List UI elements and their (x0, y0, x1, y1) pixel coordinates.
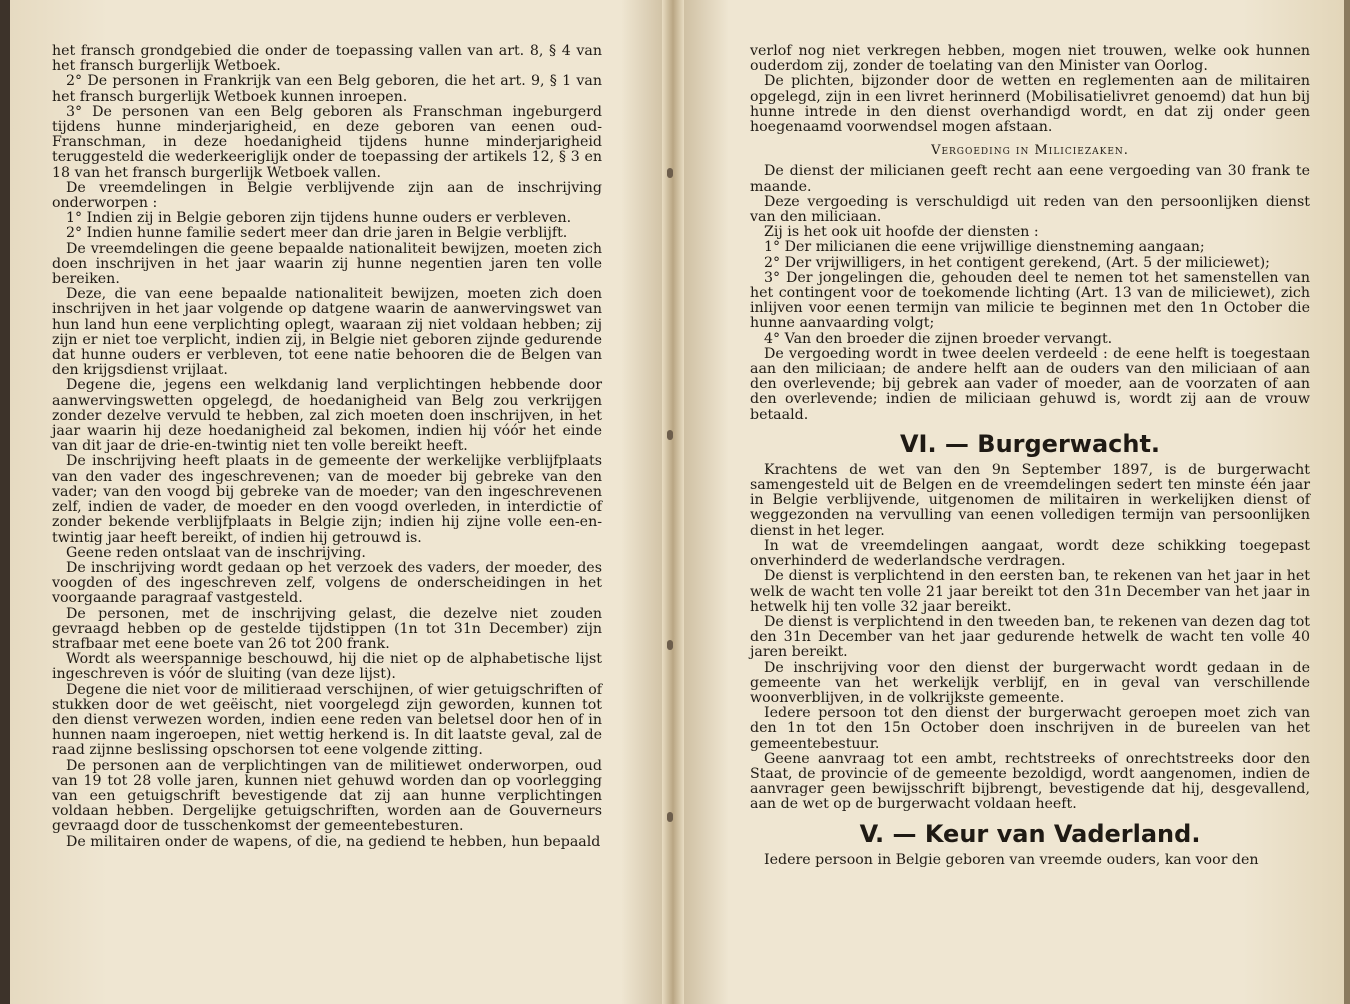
paragraph: 4° Van den broeder die zijnen broeder vervangt. (764, 330, 1113, 347)
paragraph: De personen aan de verplichtingen van de militiewet onderworpen, oud van 19 tot 28 volle jaren, kunnen niet gehuwd worden dan op voorlegging van een getuigschrift bevestigende dat zij aan hunne verplichtingen voldaan hebben. Dergelijke getuigschriften, worden aan de Gouverneurs gevraagd door de tusschenkomst der gemeentebesturen. (52, 757, 602, 835)
left-book-edge (0, 0, 10, 1004)
paragraph: De inschrijving wordt gedaan op het verzoek des vaders, der moeder, des voogden of des ingeschreven zelf, volgens de onderscheidingen in het voorgaande paragraaf vastgesteld. (52, 559, 602, 607)
paragraph: De dienst is verplichtend in den tweeden ban, te rekenen van dezen dag tot den 31n December van het jaar gedurende hetwelk de wacht ten volle 40 jaren bereikt. (750, 613, 1310, 661)
subheading: Vergoeding in Miliciezaken. (931, 143, 1129, 159)
right-book-edge (1344, 0, 1350, 1004)
paragraph: De dienst is verplichtend in den eersten ban, te rekenen van het jaar in het welk de wacht ten volle 21 jaar bereikt tot den 31n December van het jaar in hetwelk hij ten volle 32 jaar bereikt. (750, 568, 1310, 615)
binding-stitch (667, 168, 673, 178)
paragraph: Zij is het ook uit hoofde der diensten : (764, 224, 1039, 241)
left-page (52, 44, 602, 850)
paragraph: Degene die, jegens een welkdanig land verplichtingen hebbende door aanwervingswetten opgelegd, de hoedanigheid van Belg zou verkrijgen zonder dezelve vervuld te hebben, zal zich moeten doen inschrijven, in het jaar waarin hij deze hoedanigheid zal bekomen, indien hij vóór het einde van dit jaar de drie-en-twintig niet ten volle bereikt heeft. (52, 377, 602, 455)
paragraph: Iedere persoon tot den dienst der burgerwacht geroepen moet zich van den 1n tot den 15n October doen inschrijven in de bureelen van het gemeentebestuur. (750, 705, 1310, 752)
paragraph: Degene die niet voor de militieraad verschijnen, of wier getuigschriften of stukken door de wet geëischt, niet voorgelegd zijn geworden, kunnen tot den dienst verwezen worden, indien eene reden van beletsel door hen of in hunnen naam ingeroepen, niet wettig herkend is. In dit laatste geval, zal de raad zijnne beslissing opschorsen tot eene volgende zitting. (52, 681, 602, 759)
paragraph: De vreemdelingen in Belgie verblijvende zijn aan de inschrijving onderworpen : (52, 179, 602, 212)
paragraph: 1° Der milicianen die eene vrijwillige dienstneming aangaan; (764, 239, 1205, 256)
paragraph: De inschrijving voor den dienst der burgerwacht wordt gedaan in de gemeente van het werkelijk verblijf, en in geval van verschillende woonverblijven, in de volkrijkste gemeente. (750, 659, 1310, 706)
paragraph: De dienst der milicianen geeft recht aan eene vergoeding van 30 frank te maande. (750, 163, 1310, 195)
paragraph: Geene aanvraag tot een ambt, rechtstreeks of onrechtstreeks door den Staat, de provincie of de gemeente bezoldigd, wordt aangenomen, indien de aanvrager geen bewijsschrift bijbrengt, bevestigende dat hij, desgevallend, aan de wet op de burgerwacht voldaan heeft. (750, 750, 1310, 813)
paragraph: Deze, die van eene bepaalde nationaliteit bewijzen, moeten zich doen inschrijven in het jaar volgende op datgene waarin de aanwervingswet van hun land hun eene verplichting oplegt, waaraan zij niet voldaan hebben; zij zijn er niet toe verplicht, indien zij, in Belgie niet geboren zijnde gedurende dat hunne ouders er verbleven, tot eene natie behooren die de Belgen van den krijgsdienst vrijlaat. (52, 286, 602, 379)
paragraph: 3° Der jongelingen die, gehouden deel te nemen tot het samenstellen van het contingent voor de toekomende lichting (Art. 13 van de miliciewet), zich inlijven voor eenen termijn van milicie te beginnen met den 1n October die hunne aanvaarding volgt; (750, 269, 1310, 332)
paragraph: Wordt als weerspannige beschouwd, hij die niet op de alphabetische lijst ingeschreven is vóór de sluiting (van deze lijst). (52, 651, 602, 683)
paragraph: het fransch grondgebied die onder de toepassing vallen van art. 8, § 4 van het fransch burgerlijk Wetboek. (52, 43, 602, 75)
binding-stitch (667, 640, 673, 650)
paragraph: De inschrijving heeft plaats in de gemeente der werkelijke verblijfplaats van den vader des ingeschrevenen; van de moeder bij gebreke van den vader; van den voogd bij gebreke van de moeder; van den ingeschrevenen zelf, indien de vader, de moeder en den voogd overleden, in interdictie of zonder bekende verblijfplaats in Belgie zijn; indien hij zijne volle een-en-twintig jaar heeft bereikt, of indien hij getrouwd is. (52, 453, 602, 546)
book-gutter (662, 0, 684, 1004)
binding-stitch (667, 812, 673, 822)
paragraph: 3° De personen van een Belg geboren als Franschman ingeburgerd tijdens hunne minderjarigheid, en deze geboren van eenen oud-Franschman, in deze hoedanigheid tijdens hunne minderjarigheid teruggesteld die wederkeeriglijk onder de toepassing der artikels 12, § 3 en 18 van het fransch burgerlijk Wetboek vallen. (52, 103, 602, 181)
paragraph: Iedere persoon in Belgie geboren van vreemde ouders, kan voor den (764, 851, 1259, 868)
binding-stitch (667, 430, 673, 440)
paragraph: De vreemdelingen die geene bepaalde nationaliteit bewijzen, moeten zich doen inschrijven in het jaar waarin zij hunne negentien jaren ten volle bereiken. (52, 240, 602, 288)
right-page (750, 44, 1310, 868)
section-heading-burgerwacht: VI. — Burgerwacht. (899, 429, 1161, 458)
paragraph: In wat de vreemdelingen aangaat, wordt deze schikking toegepast onverhinderd de wederlandsche verdragen. (750, 537, 1310, 570)
paragraph: 2° Indien hunne familie sedert meer dan drie jaren in Belgie verblijft. (66, 225, 568, 242)
paragraph: verlof nog niet verkregen hebben, mogen niet trouwen, welke ook hunnen ouderdom zij, zonder de toelating van den Minister van Oorlog. (750, 43, 1310, 75)
paragraph: 2° Der vrijwilligers, in het contigent gerekend, (Art. 5 der miliciewet); (764, 254, 1270, 271)
paragraph: De personen, met de inschrijving gelast, die dezelve niet zouden gevraagd hebben op de gestelde tijdstippen (1n tot 31n December) zijn strafbaar met eene boete van 26 tot 200 frank. (52, 605, 602, 652)
paragraph: 2° De personen in Frankrijk van een Belg geboren, die het art. 9, § 1 van het fransch burgerlijk Wetboek kunnen inroepen. (52, 73, 602, 105)
paragraph: 1° Indien zij in Belgie geboren zijn tijdens hunne ouders er verbleven. (66, 210, 572, 227)
paragraph: Geene reden ontslaat van de inschrijving. (66, 544, 366, 561)
paragraph: De plichten, bijzonder door de wetten en reglementen aan de militairen opgelegd, zijn in een livret herinnerd (Mobilisatielivret genoemd) dat hun bij hunne intrede in den dienst overhandigd wordt, en dat zij onder geen hoegenaamd voorwendsel mogen afstaan. (750, 73, 1310, 136)
paragraph: De militairen onder de wapens, of die, na gediend te hebben, hun bepaald (66, 833, 601, 850)
paragraph: Deze vergoeding is verschuldigd uit reden van den persoonlijken dienst van den miliciaan. (750, 193, 1310, 226)
section-heading-keur: V. — Keur van Vaderland. (859, 819, 1201, 848)
paragraph: Krachtens de wet van den 9n September 1897, is de burgerwacht samengesteld uit de Belgen en de vreemdelingen sedert ten minste één jaar in Belgie verblijvende, uitgenomen de militairen in werkelijken dienst of weggezonden na vervulling van eenen volledigen termijn van persoonlijken dienst in het leger. (750, 461, 1310, 539)
paragraph: De vergoeding wordt in twee deelen verdeeld : de eene helft is toegestaan aan den miliciaan; de andere helft aan de ouders van den miliciaan of aan den overlevende; bij gebrek aan vader of moeder, aan de voorzaten of aan den overlevende; indien de miliciaan gehuwd is, wordt zij aan de vrouw betaald. (750, 345, 1310, 423)
